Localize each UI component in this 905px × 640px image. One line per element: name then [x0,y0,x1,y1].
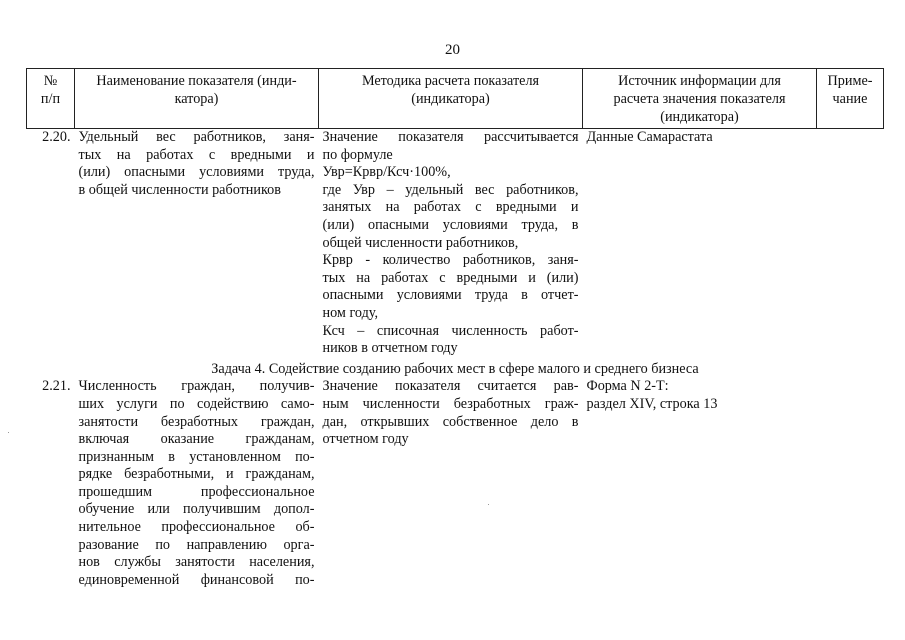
page-number: 20 [445,42,460,58]
calculation-method-cell: Значение показателя рассчитывается по формуле Увр=Крвр/Ксч·100%, где Увр – удельный вес работников, занятых на работах с вредными и (или) опасными условиями труда, в общей численности работников, Крвр - количество работников, заня- тых на работах с вредными и (или) опасными условиями труда в отчет- ном году, Ксч – списочная численность работ- ников в отчетном году [322,129,579,357]
information-source-cell: Форма N 2-Т: раздел XIV, строка 13 [586,378,718,412]
formula: Увр=Крвр/Ксч·100%, [322,164,451,181]
header-information-source: Источник информации для расчета значения показателя (индикатора) [583,69,817,129]
indicator-name-cell: Численность граждан, получив- ших услуги по содействию само- занятости безработных граждан, включая оказание гражданам, признанным в установленном по- рядке безработными, и гражданам, прошедшим профессиональное обучение или получившим допол- нительное профессиональное об- разование по направлению орга- нов службы занятости населения, единовременной финансовой по- [78,378,315,588]
scan-speck [488,504,489,505]
header-num: № п/п [27,69,75,129]
header-indicator-name: Наименование показателя (инди- катора) [75,69,319,129]
note-cell [817,378,884,589]
note-cell [817,129,884,358]
table-header-row [27,69,884,129]
task-heading-row [27,358,884,379]
header-calculation-method: Методика расчета показателя (индикатора) [319,69,583,129]
information-source-cell: Данные Самарастата [586,129,713,145]
row-number: 2.21. [42,378,71,395]
header-note: Приме- чание [817,69,884,129]
scan-speck [8,432,9,433]
table-row [27,378,884,589]
indicator-name-cell: Удельный вес работников, заня- тых на работах с вредными и (или) опасными условиями труда, в общей численности работников [78,129,315,198]
calculation-method-cell: Значение показателя считается рав- ным численности безработных граж- дан, открывших собственное дело в отчетном году [322,378,579,448]
table-row [27,129,884,358]
indicators-table [26,68,884,589]
task-heading: Задача 4. Содействие созданию рабочих мест в сфере малого и среднего бизнеса [211,360,699,377]
row-number: 2.20. [42,129,71,145]
